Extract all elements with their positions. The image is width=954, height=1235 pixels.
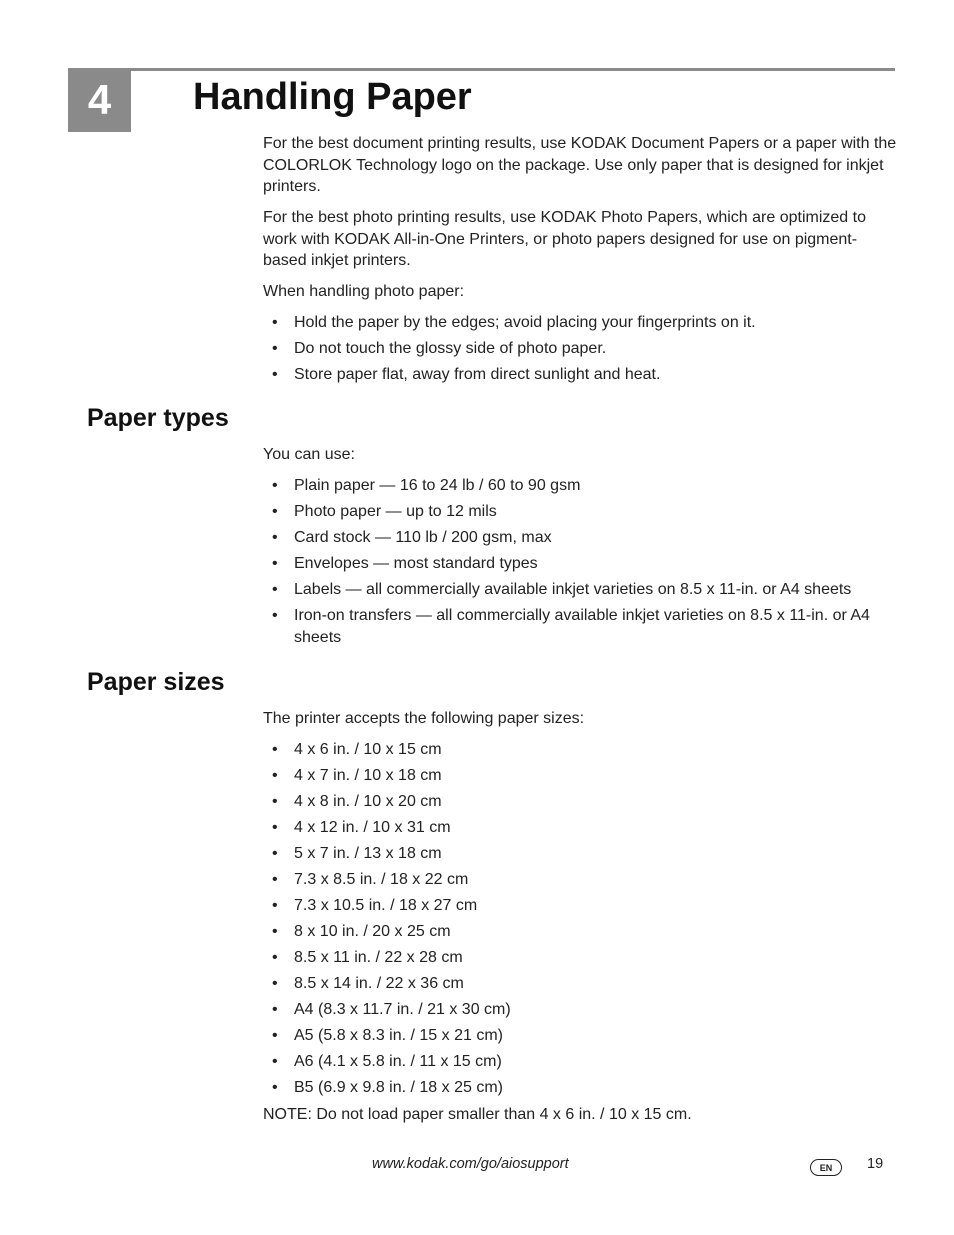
list-item: • A5 (5.8 x 8.3 in. / 15 x 21 cm): [263, 1025, 897, 1047]
intro-paragraph-1: For the best document printing results, use KODAK Document Papers or a paper with the COLORLOK Technology logo on the package. Use only paper that is designed for inkjet printers.: [263, 135, 897, 195]
chapter-title: Handling Paper: [193, 76, 472, 118]
list-item: • Hold the paper by the edges; avoid placing your fingerprints on it.: [263, 312, 897, 334]
page-number: 19: [867, 1156, 884, 1172]
list-item: • Photo paper — up to 12 mils: [263, 501, 897, 523]
list-item: • A6 (4.1 x 5.8 in. / 11 x 15 cm): [263, 1051, 897, 1073]
list-item: • B5 (6.9 x 9.8 in. / 18 x 25 cm): [263, 1077, 897, 1099]
list-item: • Do not touch the glossy side of photo paper.: [263, 338, 897, 360]
chapter-number: 4: [68, 68, 131, 132]
section-title-paper-sizes: Paper sizes: [87, 668, 225, 696]
list-item: • 7.3 x 10.5 in. / 18 x 27 cm: [263, 895, 897, 917]
intro-paragraph-3: When handling photo paper:: [263, 283, 465, 300]
list-item: • Envelopes — most standard types: [263, 553, 897, 575]
paper-sizes-list: [263, 739, 897, 1099]
paper-types-lead: You can use:: [263, 446, 355, 463]
list-item: • 4 x 8 in. / 10 x 20 cm: [263, 791, 897, 813]
section-title-paper-types: Paper types: [87, 404, 229, 432]
footer-support-url: www.kodak.com/go/aiosupport: [372, 1156, 569, 1172]
list-item: • Labels — all commercially available inkjet varieties on 8.5 x 11-in. or A4 sheets: [263, 579, 897, 601]
paper-size-note: NOTE: Do not load paper smaller than 4 x 6 in. / 10 x 15 cm.: [263, 1106, 692, 1123]
language-badge: EN: [810, 1159, 842, 1176]
list-item: • Iron-on transfers — all commercially available inkjet varieties on 8.5 x 11-in. or A4 sheets: [263, 605, 897, 648]
list-item: • 5 x 7 in. / 13 x 18 cm: [263, 843, 897, 865]
list-item: • 4 x 7 in. / 10 x 18 cm: [263, 765, 897, 787]
intro-paragraph-2: For the best photo printing results, use KODAK Photo Papers, which are optimized to work with KODAK All-in-One Printers, or photo papers designed for use on pigment-based inkjet printers.: [263, 209, 866, 269]
paper-sizes-lead: The printer accepts the following paper sizes:: [263, 710, 585, 727]
list-item: • 7.3 x 8.5 in. / 18 x 22 cm: [263, 869, 897, 891]
list-item: • 8.5 x 14 in. / 22 x 36 cm: [263, 973, 897, 995]
list-item: • 4 x 6 in. / 10 x 15 cm: [263, 739, 897, 761]
list-item: • A4 (8.3 x 11.7 in. / 21 x 30 cm): [263, 999, 897, 1021]
list-item: • 8.5 x 11 in. / 22 x 28 cm: [263, 947, 897, 969]
paper-types-list: [263, 475, 897, 648]
list-item: • 4 x 12 in. / 10 x 31 cm: [263, 817, 897, 839]
list-item: • Plain paper — 16 to 24 lb / 60 to 90 gsm: [263, 475, 897, 497]
list-item: • 8 x 10 in. / 20 x 25 cm: [263, 921, 897, 943]
list-item: • Card stock — 110 lb / 200 gsm, max: [263, 527, 897, 549]
photo-handling-list: [263, 312, 897, 386]
header-rule: [131, 68, 895, 71]
list-item: • Store paper flat, away from direct sunlight and heat.: [263, 364, 897, 386]
